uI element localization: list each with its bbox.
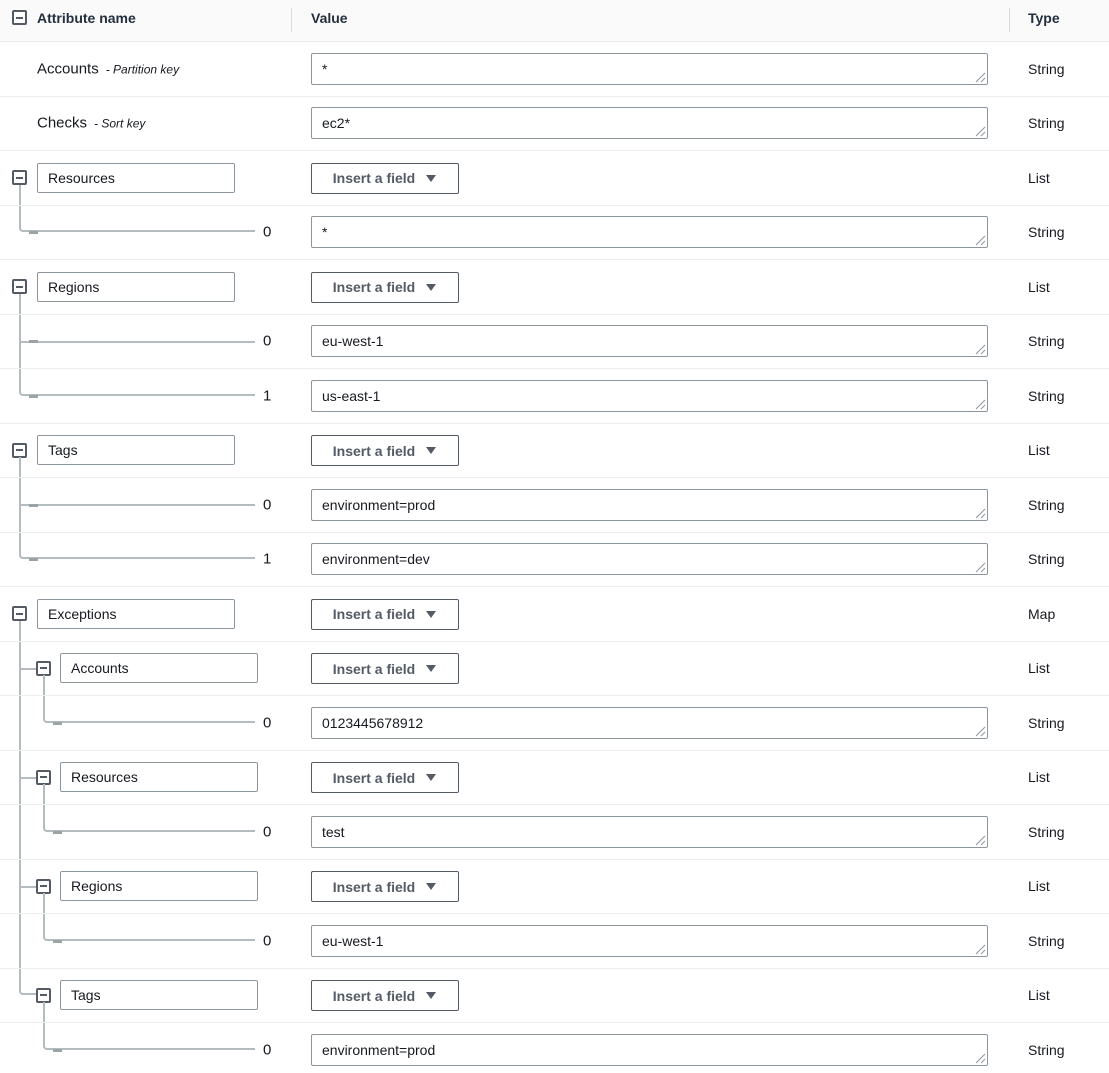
column-divider <box>291 8 292 32</box>
caret-down-icon <box>425 773 437 782</box>
value-field-wrap <box>311 489 988 521</box>
table-header <box>0 0 1109 42</box>
insert-field-button[interactable] <box>311 272 459 303</box>
attribute-value-input[interactable] <box>311 816 988 848</box>
row-tags-item-1 <box>0 533 1109 588</box>
type-label: List <box>1028 987 1050 1004</box>
attribute-name-input[interactable] <box>37 163 235 193</box>
insert-field-label: Insert a field <box>332 769 416 786</box>
type-label: String <box>1028 714 1065 731</box>
tree-connector <box>19 751 21 805</box>
collapse-icon[interactable] <box>36 770 51 785</box>
tree-connector <box>29 395 38 398</box>
insert-field-button[interactable] <box>311 762 459 793</box>
type-label: String <box>1028 823 1065 840</box>
tree-connector <box>53 722 62 725</box>
collapse-all-icon[interactable] <box>12 10 27 25</box>
value-field-wrap <box>311 325 988 357</box>
type-label: List <box>1028 278 1050 295</box>
type-label: String <box>1028 60 1065 77</box>
insert-field-button[interactable] <box>311 435 459 466</box>
attribute-name-input[interactable] <box>37 599 235 629</box>
resize-handle-icon[interactable] <box>975 944 986 955</box>
resize-handle-icon[interactable] <box>975 72 986 83</box>
insert-field-label: Insert a field <box>332 279 416 296</box>
tree-connector <box>29 340 38 343</box>
index-label: 0 <box>263 714 272 732</box>
attribute-value-input[interactable] <box>311 325 988 357</box>
tree-connector <box>43 1002 45 1022</box>
row-exceptions-accounts-list <box>0 642 1109 697</box>
collapse-icon[interactable] <box>36 988 51 1003</box>
tree-connector <box>19 315 21 369</box>
tree-connector <box>19 294 21 314</box>
resize-handle-icon[interactable] <box>975 126 986 137</box>
row-exceptions-accounts-item-0 <box>0 696 1109 751</box>
tree-connector <box>19 696 21 750</box>
index-label: 0 <box>263 1041 272 1059</box>
tree-connector <box>43 914 255 941</box>
attribute-value-input[interactable] <box>311 107 988 139</box>
attribute-name-column-header: Attribute name <box>37 10 136 26</box>
caret-down-icon <box>425 446 437 455</box>
row-resources-item-0 <box>0 206 1109 261</box>
value-field-wrap <box>311 216 988 248</box>
index-label: 0 <box>263 223 272 241</box>
attribute-name-input[interactable] <box>37 435 235 465</box>
attribute-name-input[interactable] <box>60 762 258 792</box>
insert-field-label: Insert a field <box>332 660 416 677</box>
collapse-icon[interactable] <box>36 661 51 676</box>
tree-connector <box>19 668 36 670</box>
type-label: String <box>1028 115 1065 132</box>
row-exceptions-tags-list <box>0 969 1109 1024</box>
caret-down-icon <box>425 664 437 673</box>
resize-handle-icon[interactable] <box>975 508 986 519</box>
row-exceptions-resources-list <box>0 751 1109 806</box>
tree-connector <box>19 860 21 914</box>
tree-connector <box>19 969 36 996</box>
value-field-wrap <box>311 543 988 575</box>
tree-connector <box>53 831 62 834</box>
attribute-name-input[interactable] <box>37 272 235 302</box>
caret-down-icon <box>425 283 437 292</box>
index-label: 1 <box>263 550 272 568</box>
tree-connector <box>19 369 255 396</box>
insert-field-label: Insert a field <box>332 170 416 187</box>
type-label: String <box>1028 387 1065 404</box>
value-field-wrap <box>311 925 988 957</box>
row-regions-item-1 <box>0 369 1109 424</box>
tree-connector <box>19 533 255 560</box>
tree-connector <box>53 1049 62 1052</box>
attribute-value-input[interactable] <box>311 380 988 412</box>
insert-field-button[interactable] <box>311 980 459 1011</box>
type-label: String <box>1028 932 1065 949</box>
collapse-icon[interactable] <box>12 606 27 621</box>
row-regions-item-0 <box>0 315 1109 370</box>
insert-field-button[interactable] <box>311 599 459 630</box>
index-label: 1 <box>263 387 272 405</box>
type-label: Map <box>1028 605 1056 622</box>
insert-field-button[interactable] <box>311 653 459 684</box>
resize-handle-icon[interactable] <box>975 1053 986 1064</box>
index-label: 0 <box>263 932 272 950</box>
value-field-wrap <box>311 107 988 139</box>
row-tags-list <box>0 424 1109 479</box>
tree-connector <box>43 805 255 832</box>
tree-connector <box>19 185 21 205</box>
value-column-header: Value <box>311 10 348 26</box>
attribute-value-input[interactable] <box>311 489 988 521</box>
value-field-wrap <box>311 707 988 739</box>
tree-connector <box>29 558 38 561</box>
tree-connector <box>19 886 36 888</box>
type-label: List <box>1028 878 1050 895</box>
row-tags-item-0 <box>0 478 1109 533</box>
row-accounts-partition-key <box>0 42 1109 97</box>
type-label: List <box>1028 660 1050 677</box>
type-label: String <box>1028 496 1065 513</box>
attribute-value-input[interactable] <box>311 1034 988 1066</box>
row-exceptions-resources-item-0 <box>0 805 1109 860</box>
row-regions-list <box>0 260 1109 315</box>
tree-connector <box>19 621 21 641</box>
tree-connector <box>19 805 21 859</box>
type-label: String <box>1028 551 1065 568</box>
attribute-value-input[interactable] <box>311 925 988 957</box>
caret-down-icon <box>425 174 437 183</box>
tree-connector <box>19 642 21 696</box>
collapse-icon[interactable] <box>12 443 27 458</box>
attribute-name-input[interactable] <box>60 871 258 901</box>
tree-connector <box>43 1023 255 1050</box>
attribute-name: Accounts <box>37 60 99 78</box>
type-column-header: Type <box>1028 10 1060 26</box>
resize-handle-icon[interactable] <box>975 235 986 246</box>
caret-down-icon <box>425 610 437 619</box>
attribute-key-label <box>37 115 145 132</box>
tree-connector <box>19 777 36 779</box>
type-label: List <box>1028 169 1050 186</box>
type-label: List <box>1028 442 1050 459</box>
collapse-icon[interactable] <box>12 170 27 185</box>
row-exceptions-regions-list <box>0 860 1109 915</box>
insert-field-label: Insert a field <box>332 442 416 459</box>
resize-handle-icon[interactable] <box>975 562 986 573</box>
column-divider <box>1009 8 1010 32</box>
attribute-name-input[interactable] <box>60 653 258 683</box>
row-exceptions-tags-item-0 <box>0 1023 1109 1073</box>
index-label: 0 <box>263 332 272 350</box>
caret-down-icon <box>425 991 437 1000</box>
type-label: List <box>1028 769 1050 786</box>
attribute-name: Checks <box>37 114 88 132</box>
row-checks-sort-key <box>0 97 1109 152</box>
insert-field-button[interactable] <box>311 871 459 902</box>
type-label: String <box>1028 224 1065 241</box>
resize-handle-icon[interactable] <box>975 344 986 355</box>
resize-handle-icon[interactable] <box>975 726 986 737</box>
tree-connector <box>19 206 255 233</box>
insert-field-label: Insert a field <box>332 987 416 1004</box>
tree-connector <box>43 784 45 804</box>
attribute-key-label <box>37 60 179 77</box>
insert-field-button[interactable] <box>311 163 459 194</box>
tree-connector <box>53 940 62 943</box>
row-resources-list <box>0 151 1109 206</box>
collapse-icon[interactable] <box>12 279 27 294</box>
attribute-value-input[interactable] <box>311 216 988 248</box>
attribute-name-input[interactable] <box>60 980 258 1010</box>
row-exceptions-regions-item-0 <box>0 914 1109 969</box>
tree-connector <box>43 893 45 913</box>
value-field-wrap <box>311 816 988 848</box>
collapse-icon[interactable] <box>36 879 51 894</box>
tree-connector <box>43 675 45 695</box>
attribute-value-input[interactable] <box>311 543 988 575</box>
type-label: String <box>1028 333 1065 350</box>
row-exceptions-map <box>0 587 1109 642</box>
tree-connector <box>19 457 21 477</box>
attribute-value-input[interactable] <box>311 53 988 85</box>
index-label: 0 <box>263 496 272 514</box>
tree-connector <box>19 478 21 532</box>
key-role-label: - Partition key <box>105 62 180 77</box>
tree-connector <box>19 504 255 506</box>
index-label: 0 <box>263 823 272 841</box>
attribute-value-input[interactable] <box>311 707 988 739</box>
tree-connector <box>29 231 38 234</box>
tree-connector <box>19 914 21 968</box>
tree-connector <box>19 341 255 343</box>
resize-handle-icon[interactable] <box>975 835 986 846</box>
insert-field-label: Insert a field <box>332 606 416 623</box>
resize-handle-icon[interactable] <box>975 399 986 410</box>
tree-connector <box>29 504 38 507</box>
value-field-wrap <box>311 1034 988 1066</box>
insert-field-label: Insert a field <box>332 878 416 895</box>
tree-connector <box>43 696 255 723</box>
key-role-label: - Sort key <box>94 116 146 131</box>
caret-down-icon <box>425 882 437 891</box>
value-field-wrap <box>311 53 988 85</box>
value-field-wrap <box>311 380 988 412</box>
type-label: String <box>1028 1041 1065 1058</box>
